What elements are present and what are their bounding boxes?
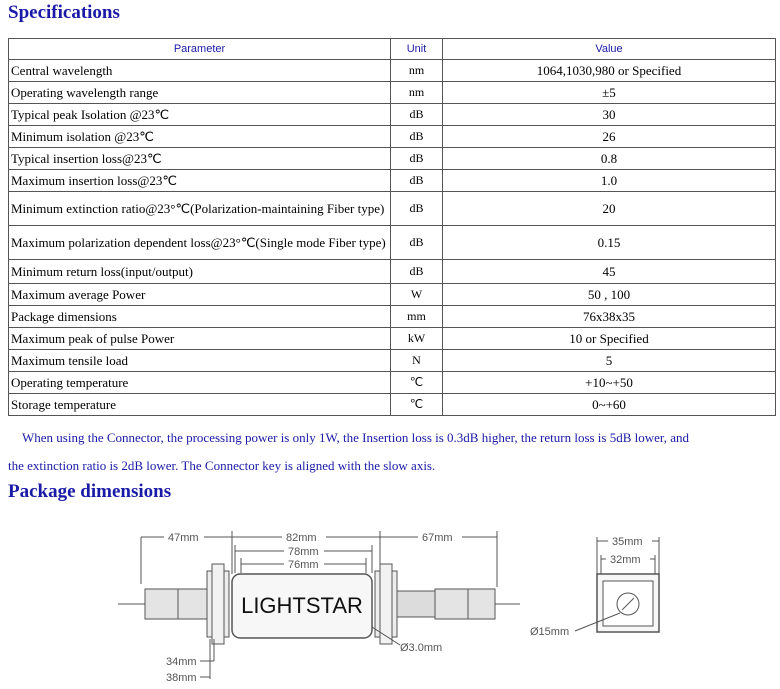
param-cell: Typical peak Isolation @23℃ [9,104,391,126]
unit-cell: ℃ [391,372,443,394]
value-cell: 10 or Specified [443,328,776,350]
param-cell: Minimum return loss(input/output) [9,260,391,284]
unit-cell: dB [391,192,443,226]
dim-label-76: 76mm [288,559,319,571]
unit-cell: W [391,284,443,306]
specifications-table [8,38,776,416]
dim-label-34: 34mm [166,656,197,668]
header-value: Value [443,39,776,60]
connector-note-line-2: the extinction ratio is 2dB lower. The Connector key is aligned with the slow axis. [8,458,436,473]
dim-label-32: 32mm [610,554,641,566]
dim-label-35: 35mm [612,536,643,548]
brand-label: LIGHTSTAR [241,593,363,618]
package-dimensions-heading: Package dimensions [8,481,172,502]
unit-cell: kW [391,328,443,350]
right-tube [435,589,495,619]
param-cell: Central wavelength [9,60,391,82]
table-header-row [9,39,776,60]
table-row [9,82,776,104]
table-row [9,192,776,226]
unit-cell: nm [391,60,443,82]
dim-label-47: 47mm [168,532,199,544]
unit-cell: dB [391,170,443,192]
table-row [9,260,776,284]
unit-cell: dB [391,126,443,148]
dim-label-82: 82mm [286,532,317,544]
dim-label-diameter-tube: Ø3.0mm [400,642,443,654]
value-cell: 0~+60 [443,394,776,416]
table-row [9,104,776,126]
value-cell: 20 [443,192,776,226]
param-cell: Maximum polarization dependent loss@23°℃(Single mode Fiber type) [9,226,391,260]
table-row [9,126,776,148]
table-row [9,60,776,82]
dim-label-67: 67mm [422,532,453,544]
param-cell: Maximum tensile load [9,350,391,372]
unit-cell: dB [391,148,443,170]
package-dimensions-drawing [0,509,780,689]
dim-label-diameter-end: Ø15mm [530,626,570,638]
table-row [9,306,776,328]
table-row [9,284,776,306]
table-row [9,226,776,260]
table-row [9,328,776,350]
param-cell: Minimum extinction ratio@23°℃(Polarization-maintaining Fiber type) [9,192,391,226]
value-cell: 76x38x35 [443,306,776,328]
value-cell: +10~+50 [443,372,776,394]
dim-label-78: 78mm [288,546,319,558]
value-cell: 1064,1030,980 or Specified [443,60,776,82]
header-parameter: Parameter [9,39,391,60]
param-cell: Maximum peak of pulse Power [9,328,391,350]
table-row [9,148,776,170]
unit-cell: dB [391,104,443,126]
unit-cell: N [391,350,443,372]
unit-cell: ℃ [391,394,443,416]
unit-cell: dB [391,226,443,260]
header-unit: Unit [391,39,443,60]
dim-label-38: 38mm [166,672,197,684]
param-cell: Package dimensions [9,306,391,328]
table-row [9,170,776,192]
value-cell: 45 [443,260,776,284]
unit-cell: dB [391,260,443,284]
value-cell: 5 [443,350,776,372]
value-cell: 26 [443,126,776,148]
value-cell: ±5 [443,82,776,104]
value-cell: 0.15 [443,226,776,260]
connector-note-line-1: When using the Connector, the processing power is only 1W, the Insertion loss is 0.3dB higher, the return loss is 5dB lower, and [22,430,689,445]
param-cell: Maximum insertion loss@23℃ [9,170,391,192]
table-row [9,350,776,372]
table-row [9,372,776,394]
param-cell: Typical insertion loss@23℃ [9,148,391,170]
table-row [9,394,776,416]
unit-cell: mm [391,306,443,328]
param-cell: Operating wavelength range [9,82,391,104]
param-cell: Minimum isolation @23℃ [9,126,391,148]
unit-cell: nm [391,82,443,104]
value-cell: 30 [443,104,776,126]
param-cell: Operating temperature [9,372,391,394]
specifications-table-body [9,60,776,416]
value-cell: 50 , 100 [443,284,776,306]
value-cell: 0.8 [443,148,776,170]
param-cell: Storage temperature [9,394,391,416]
left-tube [145,589,207,619]
value-cell: 1.0 [443,170,776,192]
specifications-heading: Specifications [8,2,120,23]
param-cell: Maximum average Power [9,284,391,306]
